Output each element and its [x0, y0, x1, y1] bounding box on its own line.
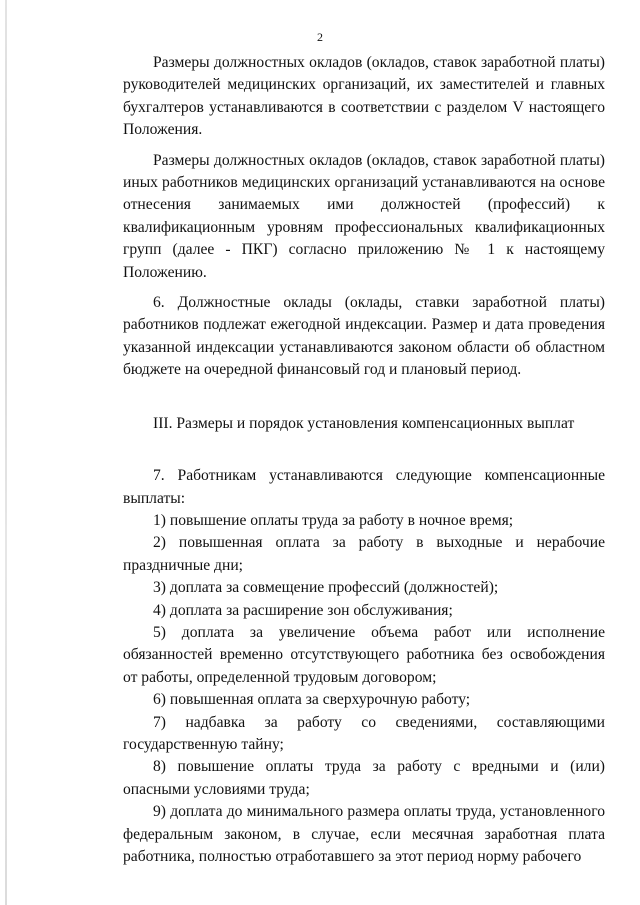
list-item: 6) повышенная оплата за сверхурочную работу; — [153, 691, 471, 709]
paragraph-leaders-salaries: Размеры должностных окладов (окладов, ставок заработной платы) руководителей медицинских организаций, их заместителей и главных бухгалтеров устанавливаются в соответствии с разделом V настоящего Положения. — [123, 54, 605, 139]
list-item: 1) повышение оплаты труда за работу в ночное время; — [153, 511, 514, 529]
page-number: 2 — [317, 30, 323, 44]
paragraph-indexation: 6. Должностные оклады (оклады, ставки заработной платы) работников подлежат ежегодной индексации. Размер и дата проведения указанной индексации устанавливаются законом области об областном бюджете на очередной финансовый год и плановый период. — [123, 294, 605, 379]
list-item: 8) повышение оплаты труда за работу с вредными и (или) опасными условиями труда; — [123, 758, 605, 798]
paragraph-other-workers-salaries: Размеры должностных окладов (окладов, ставок заработной платы) иных работников медицинских организаций устанавливаются на основе отнесения занимаемых ими должностей (профессий) к квалификационным уровням профессиональных квалификационных групп (далее - ПКГ) согласно приложению № 1 к настоящему Положению. — [123, 151, 605, 281]
list-item: 3) доплата за совмещение профессий (должностей); — [153, 579, 499, 597]
document-body — [123, 52, 605, 868]
list-item: 5) доплата за увеличение объема работ или исполнение обязанностей временно отсутствующего работника без освобождения от работы, определенной трудовым договором; — [123, 623, 605, 686]
section-intro: 7. Работникам устанавливаются следующие компенсационные выплаты: — [123, 467, 605, 507]
list-item: 4) доплата за расширение зон обслуживания; — [153, 601, 453, 619]
scan-edge-line — [5, 0, 7, 905]
section-title: III. Размеры и порядок установления компенсационных выплат — [153, 414, 575, 432]
list-item: 2) повышенная оплата за работу в выходные и нерабочие праздничные дни; — [123, 534, 605, 574]
list-item: 7) надбавка за работу со сведениями, составляющими государственную тайну; — [123, 713, 605, 753]
list-item: 9) доплата до минимального размера оплаты труда, установленного федеральным законом, в случае, если месячная заработная плата работника, полностью отработавшего за этот период норму рабочего — [123, 803, 605, 865]
